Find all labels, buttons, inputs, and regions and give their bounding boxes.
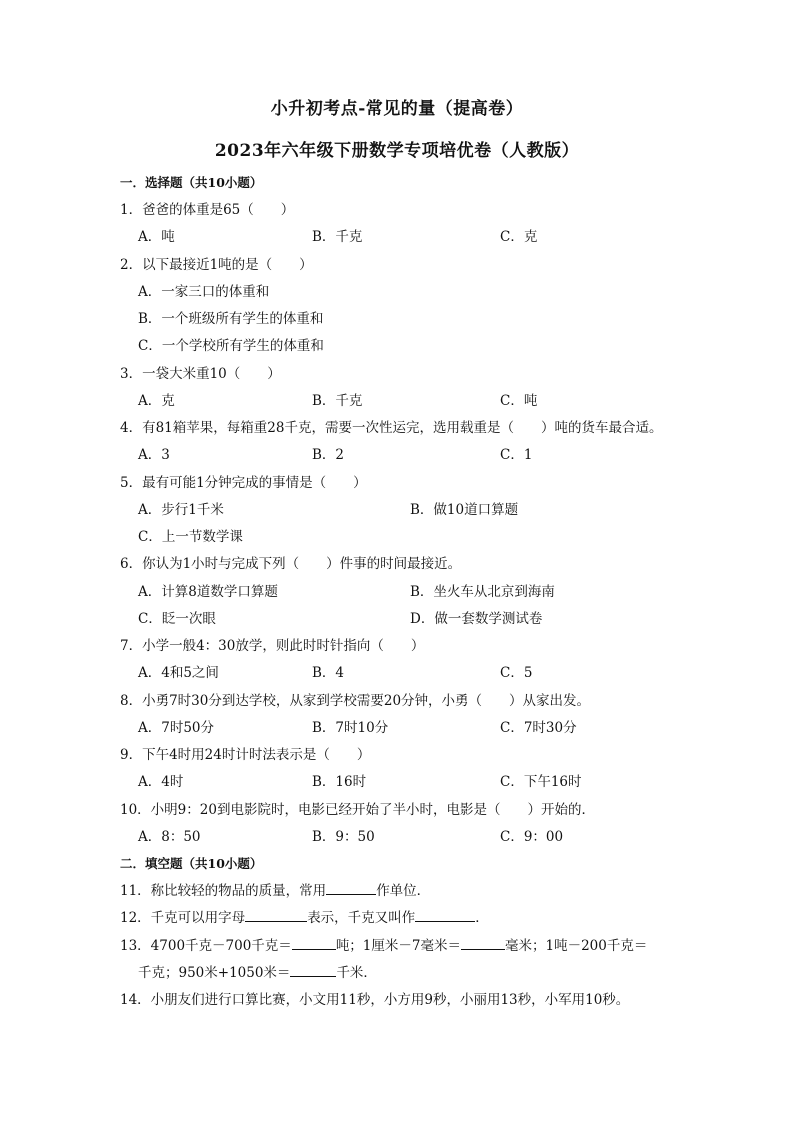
- question-3-option-c: C．吨: [500, 393, 538, 409]
- question-5-option-c: C．上一节数学课: [138, 529, 243, 545]
- question-4-option-c: C．1: [500, 447, 533, 463]
- question-9-option-c: C．下午16时: [500, 774, 582, 790]
- question-8-stem: 8．小勇7时30分到达学校，从家到学校需要20分钟，小勇（ ）从家出发。: [120, 693, 591, 709]
- question-8-option-a: A．7时50分: [138, 720, 215, 736]
- question-2-stem: 2．以下最接近1吨的是（ ）: [120, 257, 313, 273]
- answer-blank[interactable]: [290, 964, 336, 977]
- question-10-option-c: C．9：00: [500, 829, 564, 845]
- question-1-stem: 1．爸爸的体重是65（ ）: [120, 202, 295, 218]
- section-heading-fill: 二．填空题（共10小题）: [120, 856, 263, 871]
- answer-blank[interactable]: [326, 882, 376, 895]
- question-13-text-4: 千克；950米+1050米＝: [138, 965, 291, 981]
- question-12: [120, 909, 489, 927]
- question-10-option-a: A．8：50: [138, 829, 201, 845]
- question-13-text-3: 毫米；1吨－200千克＝: [505, 938, 648, 954]
- question-14-stem: 14．小朋友们进行口算比赛，小文用11秒，小方用9秒，小丽用13秒，小军用10秒。: [120, 992, 630, 1008]
- question-6-option-d: D．做一套数学测试卷: [410, 611, 543, 627]
- question-13-text-2: 吨；1厘米－7毫米＝: [335, 938, 461, 954]
- question-4-option-b: B．2: [312, 447, 345, 463]
- question-2-option-a: A．一家三口的体重和: [138, 284, 270, 300]
- question-4-option-a: A．3: [138, 447, 170, 463]
- question-10-option-b: B．9：50: [312, 829, 375, 845]
- question-8-option-c: C．7时30分: [500, 720, 577, 736]
- question-2-option-b: B．一个班级所有学生的体重和: [138, 311, 324, 327]
- question-5-option-a: A．步行1千米: [138, 502, 224, 518]
- question-7-stem: 7．小学一般4：30放学，则此时时针指向（ ）: [120, 638, 425, 654]
- question-6-option-b: B．坐火车从北京到海南: [410, 584, 555, 600]
- question-7-option-b: B．4: [312, 665, 345, 681]
- question-3-option-a: A．克: [138, 393, 175, 409]
- question-3-stem: 3．一袋大米重10（ ）: [120, 366, 281, 382]
- answer-blank[interactable]: [245, 909, 307, 922]
- question-9-option-a: A．4时: [138, 774, 184, 790]
- question-13-line-1: [120, 937, 647, 955]
- question-2-option-c: C．一个学校所有学生的体重和: [138, 338, 324, 354]
- question-13-line-2: [138, 964, 377, 982]
- question-6-option-a: A．计算8道数学口算题: [138, 584, 278, 600]
- question-6-stem: 6．你认为1小时与完成下列（ ）件事的时间最接近。: [120, 556, 462, 572]
- question-5-option-b: B．做10道口算题: [410, 502, 519, 518]
- answer-blank[interactable]: [415, 909, 475, 922]
- question-11: [120, 882, 430, 900]
- question-8-option-b: B．7时10分: [312, 720, 389, 736]
- question-13-text-1: 13．4700千克－700千克＝: [120, 938, 292, 954]
- exam-title: 小升初考点-常见的量（提高卷）: [270, 99, 524, 119]
- question-5-stem: 5．最有可能1分钟完成的事情是（ ）: [120, 475, 367, 491]
- exam-subtitle: 2023年六年级下册数学专项培优卷（人教版）: [214, 141, 580, 161]
- question-4-stem: 4．有81箱苹果，每箱重28千克，需要一次性运完，选用载重是（ ）吨的货车最合适。: [120, 420, 663, 436]
- question-10-stem: 10．小明9：20到电影院时，电影已经开始了半小时，电影是（ ）开始的．: [120, 802, 595, 818]
- section-heading-choice: 一．选择题（共10小题）: [120, 175, 263, 190]
- question-9-stem: 9．下午4时用24时计时法表示是（ ）: [120, 747, 371, 763]
- question-7-option-c: C．5: [500, 665, 533, 681]
- answer-blank[interactable]: [461, 937, 505, 950]
- question-13-text-5: 千米．: [336, 965, 377, 981]
- question-12-text-3: ．: [475, 910, 489, 926]
- question-6-option-c: C．眨一次眼: [138, 611, 216, 627]
- question-12-text-2: 表示，千克又叫作: [307, 910, 416, 926]
- question-1-option-b: B．千克: [312, 229, 363, 245]
- question-1-option-a: A．吨: [138, 229, 175, 245]
- question-3-option-b: B．千克: [312, 393, 363, 409]
- question-9-option-b: B．16时: [312, 774, 367, 790]
- answer-blank[interactable]: [292, 937, 336, 950]
- question-11-text-2: 作单位．: [376, 883, 431, 899]
- question-12-text-1: 12．千克可以用字母: [120, 910, 246, 926]
- question-1-option-c: C．克: [500, 229, 538, 245]
- question-7-option-a: A．4和5之间: [138, 665, 219, 681]
- question-11-text-1: 11．称比较轻的物品的质量，常用: [120, 883, 327, 899]
